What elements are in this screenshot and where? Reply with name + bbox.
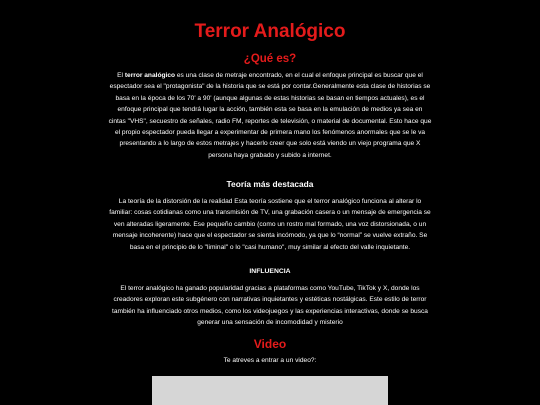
que-es-intro-bold: terror analógico (124, 72, 176, 79)
page-title: Terror Analógico (194, 21, 346, 42)
que-es-heading: ¿Qué es? (243, 53, 297, 65)
influencia-paragraph: El terror analógico ha ganado popularidad gracias a plataformas como YouTube, TikTok y X, donde los creadores exploran este subgénero con narrativas inquietantes y estéticas nostálgicas. Este estilo de terror también ha influenciado otros medios, como los videojuegos y las experiencias interactivas, donde se busca generar una sensación de incomodidad y misterio (112, 285, 428, 327)
que-es-intro-after: es una clase de metraje encontrado, en el cual el enfoque principal es buscar que el espectador sea el "protagonista" de la historia que se está por contar.Generalmente esta clase de historias se basa en la época de los 70' a 90' (aunque algunas de estas historias se basan en tiempos actuales), es el enfoque principal que tendrá lugar la acción, también esta se basa en la emulación de medios ya sea en cintas "VHS", secuestro de señales, radio FM, reportes de televisión, o material de documental. Esto hace que el propio espectador pueda llegar a experimentar de primera mano los fenómenos anormales que se le va presentando a lo largo de estos metrajes y hacerlo creer que solo está viendo un viejo programa que X persona haya grabado y subido a internet. (108, 72, 432, 159)
que-es-intro-before: El (117, 72, 125, 79)
video-player[interactable] (152, 376, 388, 405)
video-prompt: Te atreves a entrar a un video?: (223, 357, 317, 364)
teoria-heading: Teoría más destacada (226, 179, 314, 189)
que-es-paragraph (108, 70, 432, 161)
influencia-heading: INFLUENCIA (249, 268, 291, 275)
teoria-paragraph: La teoría de la distorsión de la realidad Esta teoría sostiene que el terror analógico funciona al alterar lo familiar: cosas cotidianas como una transmisión de TV, una grabación casera o un mensaje de emergencia se ven alteradas ligeramente. Ese pequeño cambio (como un rostro mal formado, una voz distorsionada, o un mensaje incoherente) hace que el espectador se sienta incómodo, ya que lo “normal” se vuelve extraño. Se basa en el principio de lo "liminal" o lo "casi humano", muy similar al efecto del valle inquietante. (109, 198, 431, 251)
video-heading: Video (253, 337, 287, 351)
